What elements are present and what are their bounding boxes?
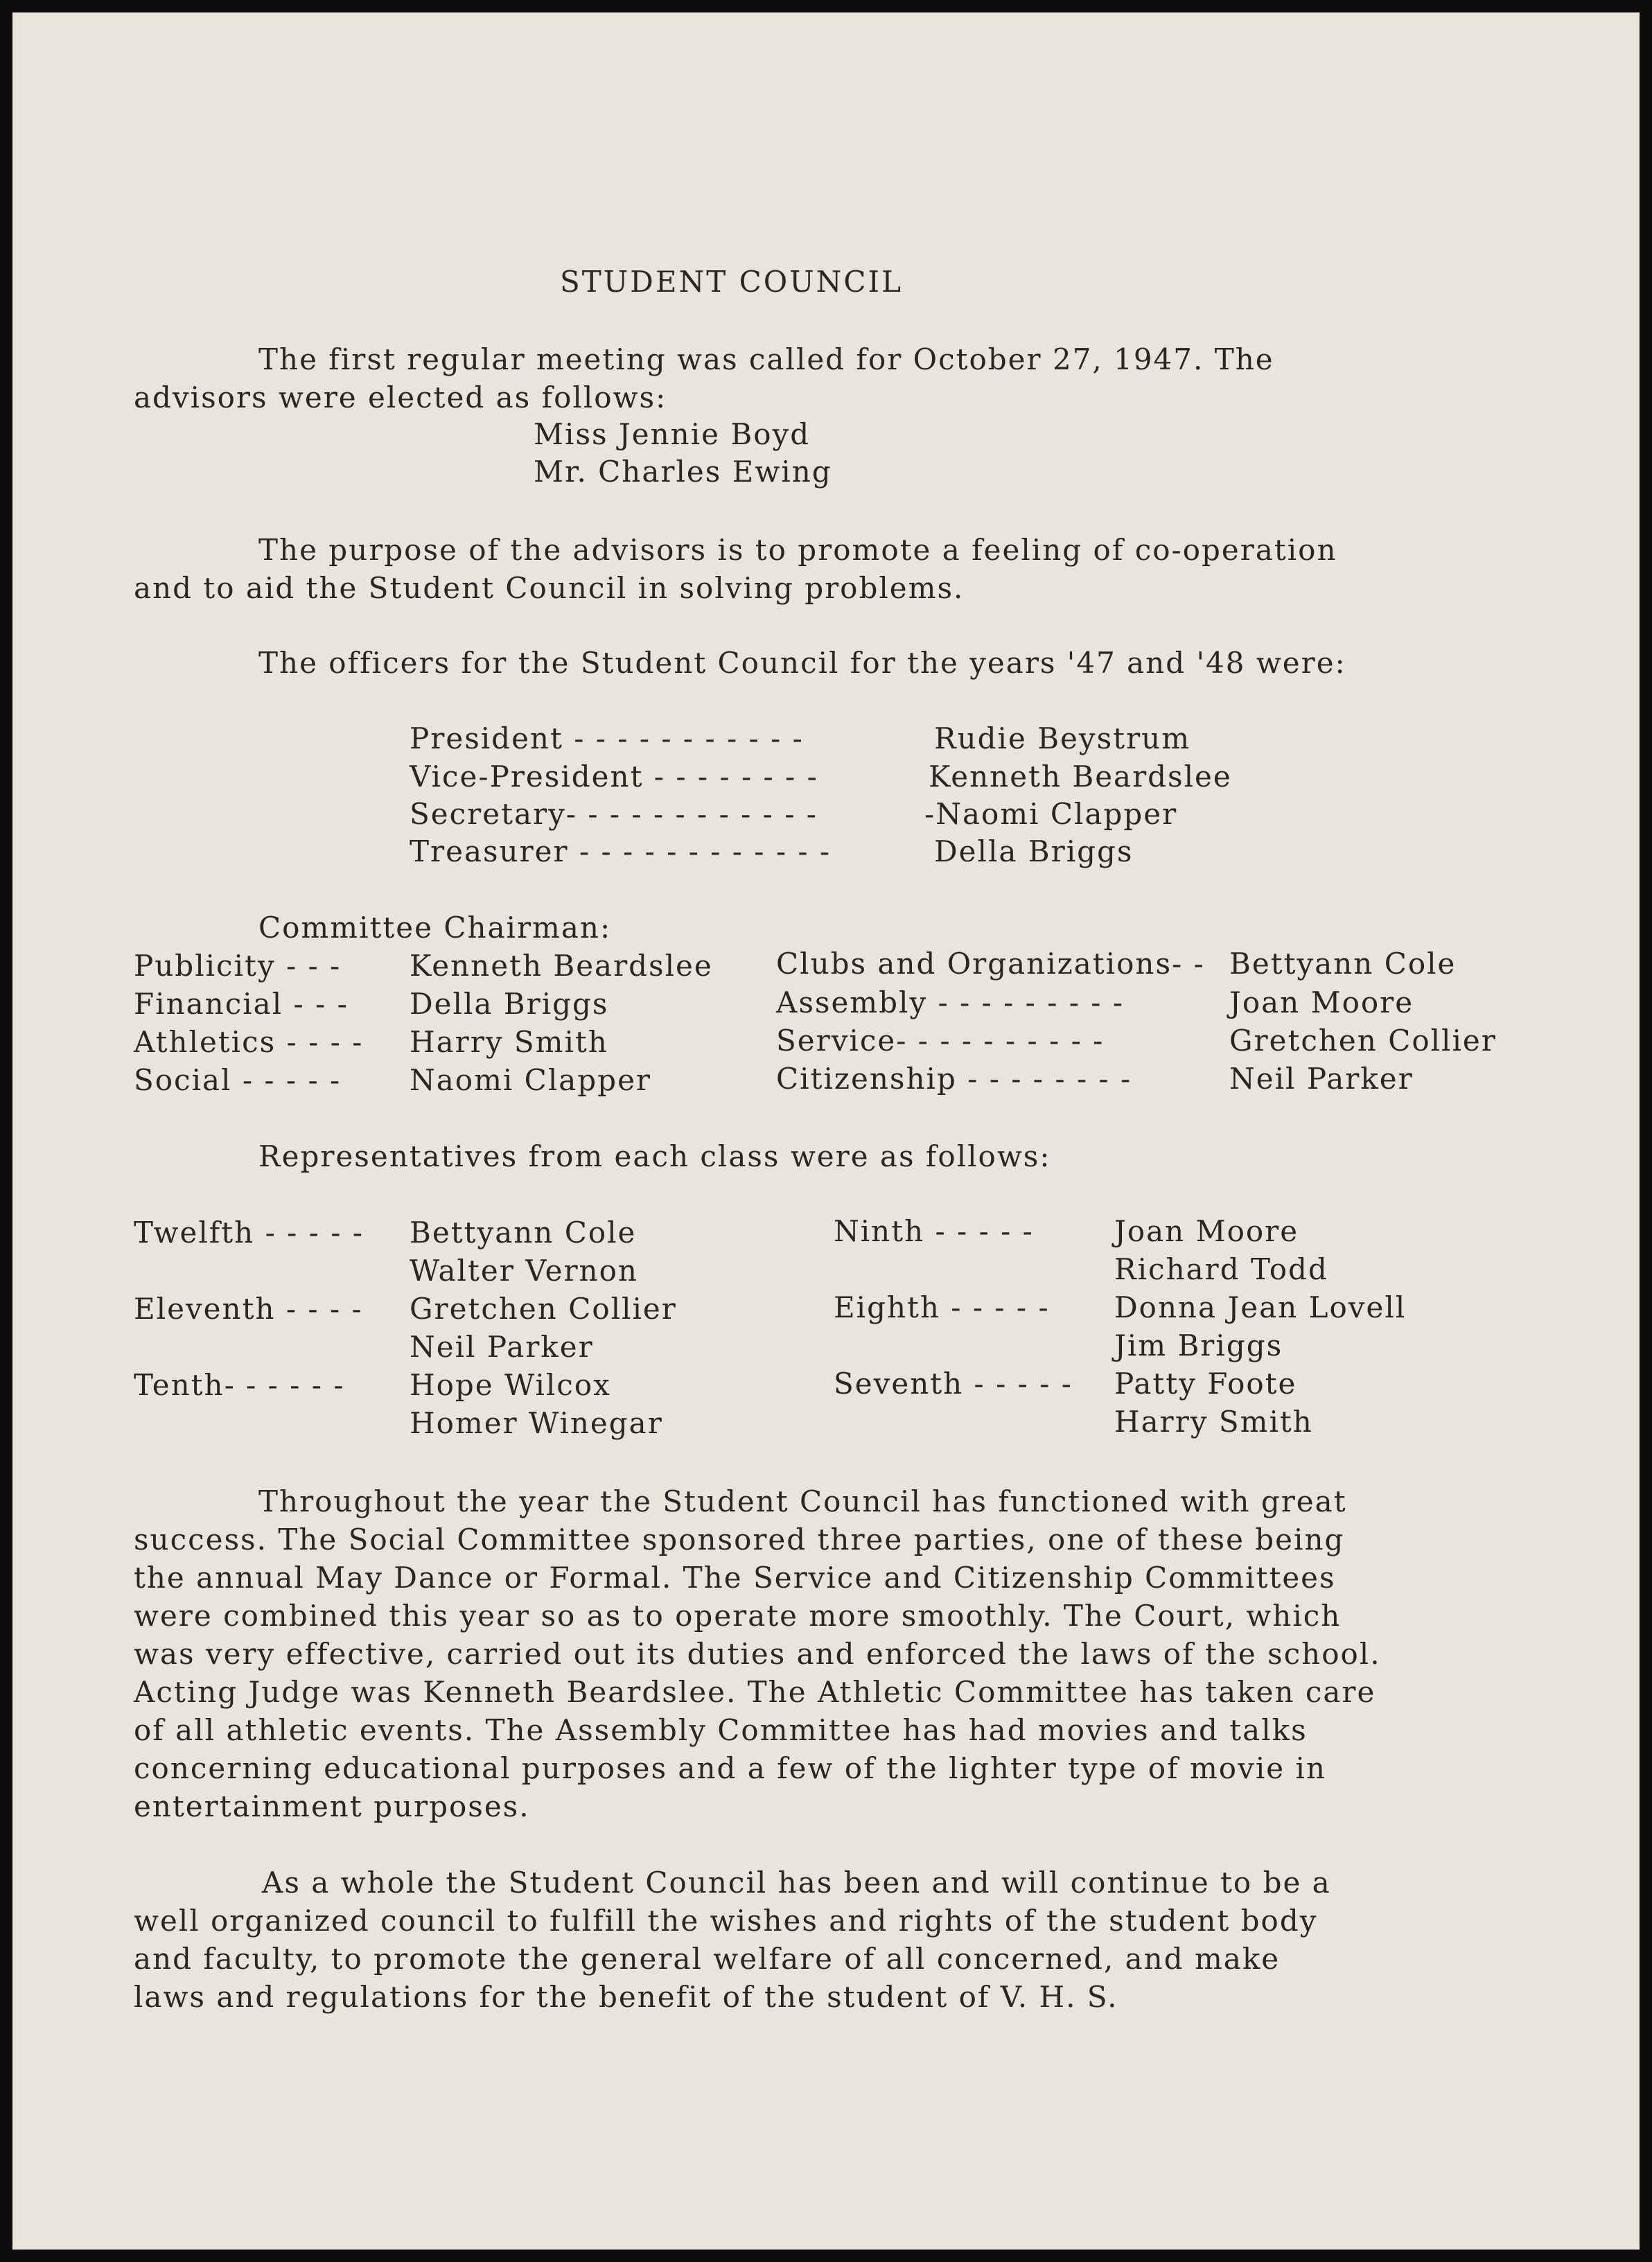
class-label: Eleventh - - - -	[134, 1292, 363, 1326]
committee-name: Bettyann Cole	[1229, 947, 1457, 981]
class-label: Seventh - - - - -	[834, 1367, 1073, 1401]
class-label: Twelfth - - - - -	[134, 1216, 364, 1250]
committee-name: Neil Parker	[1229, 1062, 1414, 1096]
committee-name: Harry Smith	[410, 1025, 608, 1059]
document-page	[12, 12, 1640, 2250]
officer-role: Vice-President - - - - - - - -	[410, 760, 818, 794]
intro-line-1: The first regular meeting was called for October 27, 1947. The	[258, 342, 1274, 376]
summary-line: Throughout the year the Student Council has functioned with great	[258, 1484, 1347, 1518]
summary-line: entertainment purposes.	[134, 1789, 530, 1823]
committee-name: Naomi Clapper	[410, 1063, 651, 1097]
rep-name: Hope Wilcox	[410, 1368, 611, 1402]
rep-name: Neil Parker	[410, 1330, 594, 1364]
purpose-line-2: and to aid the Student Council in solving problems.	[134, 571, 965, 605]
summary-line: of all athletic events. The Assembly Committee has had movies and talks	[134, 1713, 1308, 1747]
rep-name: Jim Briggs	[1114, 1329, 1283, 1362]
summary-line: concerning educational purposes and a few of the lighter type of movie in	[134, 1751, 1326, 1785]
closing-line: well organized council to fulfill the wishes and rights of the student body	[134, 1904, 1318, 1938]
page-title: STUDENT COUNCIL	[560, 265, 903, 299]
rep-name: Gretchen Collier	[410, 1292, 677, 1326]
officer-role: President - - - - - - - - - - -	[410, 721, 804, 755]
officer-name: -Naomi Clapper	[924, 797, 1178, 831]
rep-name: Walter Vernon	[410, 1254, 638, 1288]
committee-label: Citizenship - - - - - - - -	[776, 1062, 1132, 1096]
rep-name: Bettyann Cole	[410, 1216, 637, 1250]
officer-name: Rudie Beystrum	[934, 721, 1191, 755]
committee-name: Kenneth Beardslee	[410, 949, 713, 983]
committee-name: Della Briggs	[410, 987, 609, 1021]
summary-line: was very effective, carried out its duties and enforced the laws of the school.	[134, 1637, 1381, 1671]
committee-label: Athletics - - - -	[134, 1025, 364, 1059]
committee-label: Service- - - - - - - - - -	[776, 1024, 1105, 1058]
advisor-name: Miss Jennie Boyd	[534, 417, 811, 451]
officer-role: Secretary- - - - - - - - - - - -	[410, 797, 818, 831]
summary-line: the annual May Dance or Formal. The Service and Citizenship Committees	[134, 1561, 1336, 1595]
committee-label: Financial - - -	[134, 987, 349, 1021]
closing-line: and faculty, to promote the general welfare of all concerned, and make	[134, 1942, 1281, 1976]
officer-role: Treasurer - - - - - - - - - - - -	[410, 834, 832, 868]
class-label: Tenth- - - - - -	[134, 1368, 345, 1402]
closing-line: As a whole the Student Council has been and will continue to be a	[262, 1866, 1331, 1900]
committee-label: Clubs and Organizations- -	[776, 947, 1205, 981]
rep-name: Harry Smith	[1114, 1405, 1313, 1439]
committee-heading: Committee Chairman:	[258, 911, 612, 945]
reps-heading: Representatives from each class were as follows:	[258, 1139, 1051, 1173]
closing-line: laws and regulations for the benefit of the student of V. H. S.	[134, 1980, 1118, 2014]
committee-label: Social - - - - -	[134, 1063, 342, 1097]
committee-name: Gretchen Collier	[1229, 1024, 1497, 1058]
class-label: Eighth - - - - -	[834, 1290, 1050, 1324]
committee-name: Joan Moore	[1229, 985, 1414, 1019]
summary-line: success. The Social Committee sponsored three parties, one of these being	[134, 1523, 1345, 1557]
officer-name: Della Briggs	[934, 834, 1134, 868]
committee-label: Publicity - - -	[134, 949, 342, 983]
committee-label: Assembly - - - - - - - - -	[776, 985, 1125, 1019]
summary-line: were combined this year so as to operate more smoothly. The Court, which	[134, 1599, 1342, 1633]
rep-name: Joan Moore	[1114, 1214, 1299, 1248]
rep-name: Donna Jean Lovell	[1114, 1290, 1407, 1324]
intro-line-2: advisors were elected as follows:	[134, 380, 667, 414]
purpose-line-1: The purpose of the advisors is to promote a feeling of co-operation	[258, 533, 1337, 567]
rep-name: Richard Todd	[1114, 1252, 1328, 1286]
officer-name: Kenneth Beardslee	[929, 760, 1232, 794]
advisor-name: Mr. Charles Ewing	[534, 455, 832, 489]
officers-intro: The officers for the Student Council for the years '47 and '48 were:	[258, 646, 1346, 680]
rep-name: Homer Winegar	[410, 1406, 663, 1440]
summary-line: Acting Judge was Kenneth Beardslee. The Athletic Committee has taken care	[134, 1675, 1376, 1709]
class-label: Ninth - - - - -	[834, 1214, 1034, 1248]
rep-name: Patty Foote	[1114, 1367, 1297, 1401]
